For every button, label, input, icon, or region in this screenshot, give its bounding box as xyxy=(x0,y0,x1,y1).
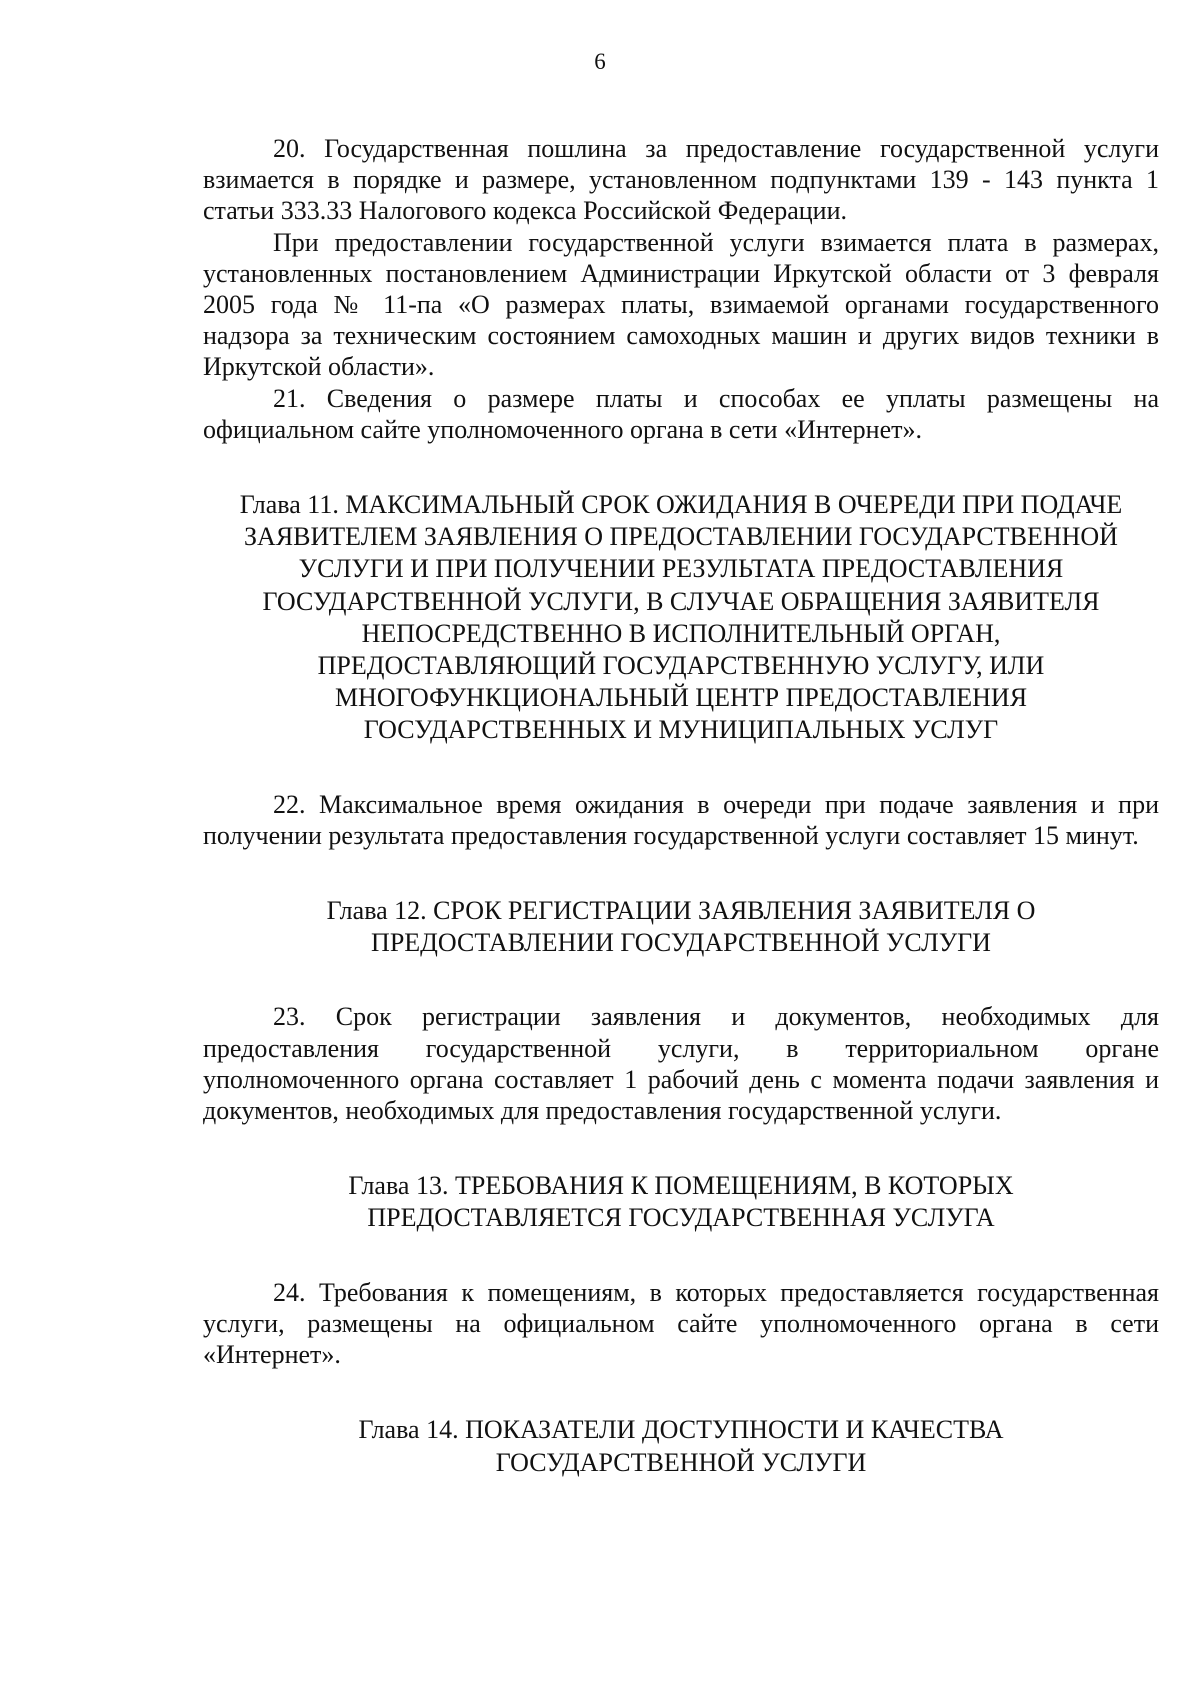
paragraph-21: 21. Сведения о размере платы и способах ее уплаты размещены на официальном сайте уполномоченного органа в сети «Интернет». xyxy=(203,383,1159,444)
paragraph-24: 24. Требования к помещениям, в которых предоставляется государственная услуги, размещены на официальном сайте уполномоченного органа в сети «Интернет». xyxy=(203,1277,1159,1370)
paragraph-22: 22. Максимальное время ожидания в очереди при подаче заявления и при получении результата предоставления государственной услуги составляет 15 минут. xyxy=(203,789,1159,850)
chapter-13-heading: Глава 13. ТРЕБОВАНИЯ К ПОМЕЩЕНИЯМ, В КОТОРЫХ ПРЕДОСТАВЛЯЕТСЯ ГОСУДАРСТВЕННАЯ УСЛУГА xyxy=(348,1171,1014,1233)
chapter-14-heading: Глава 14. ПОКАЗАТЕЛИ ДОСТУПНОСТИ И КАЧЕСТВА ГОСУДАРСТВЕННОЙ УСЛУГИ xyxy=(358,1415,1004,1477)
chapter-11-heading: Глава 11. МАКСИМАЛЬНЫЙ СРОК ОЖИДАНИЯ В ОЧЕРЕДИ ПРИ ПОДАЧЕ ЗАЯВИТЕЛЕМ ЗАЯВЛЕНИЯ О ПРЕДОСТАВЛЕНИИ ГОСУДАРСТВЕННОЙ УСЛУГИ И ПРИ ПОЛУЧЕНИИ РЕЗУЛЬТАТА ПРЕДОСТАВЛЕНИЯ ГОСУДАРСТВЕННОЙ УСЛУГИ, В СЛУЧАЕ ОБРАЩЕНИЯ ЗАЯВИТЕЛЯ НЕПОСРЕДСТВЕННО В ИСПОЛНИТЕЛЬНЫЙ ОРГАН, ПРЕДОСТАВЛЯЮЩИЙ ГОСУДАРСТВЕННУЮ УСЛУГУ, ИЛИ МНОГОФУНКЦИОНАЛЬНЫЙ ЦЕНТР ПРЕДОСТАВЛЕНИЯ ГОСУДАРСТВЕННЫХ И МУНИЦИПАЛЬНЫХ УСЛУГ xyxy=(239,490,1123,745)
document-body xyxy=(203,133,1159,1479)
paragraph-23: 23. Срок регистрации заявления и документов, необходимых для предоставления государственной услуги, в территориальном органе уполномоченного органа составляет 1 рабочий день с момента подачи заявления и документов, необходимых для предоставления государственной услуги. xyxy=(203,1002,1159,1126)
paragraph-20: 20. Государственная пошлина за предоставление государственной услуги взимается в порядке и размере, установленном подпунктами 139 - 143 пункта 1 статьи 333.33 Налогового кодекса Российской Федерации. xyxy=(203,134,1159,226)
chapter-12-heading: Глава 12. СРОК РЕГИСТРАЦИИ ЗАЯВЛЕНИЯ ЗАЯВИТЕЛЯ О ПРЕДОСТАВЛЕНИИ ГОСУДАРСТВЕННОЙ УСЛУГИ xyxy=(326,896,1036,958)
paragraph-20-fee: При предоставлении государственной услуги взимается плата в размерах, установленных постановлением Администрации Иркутской области от 3 февраля 2005 года № 11-па «О размерах платы, взимаемой органами государственного надзора за техническим состоянием самоходных машин и других видов техники в Иркутской области». xyxy=(203,227,1159,382)
page-number: 6 xyxy=(594,49,606,74)
